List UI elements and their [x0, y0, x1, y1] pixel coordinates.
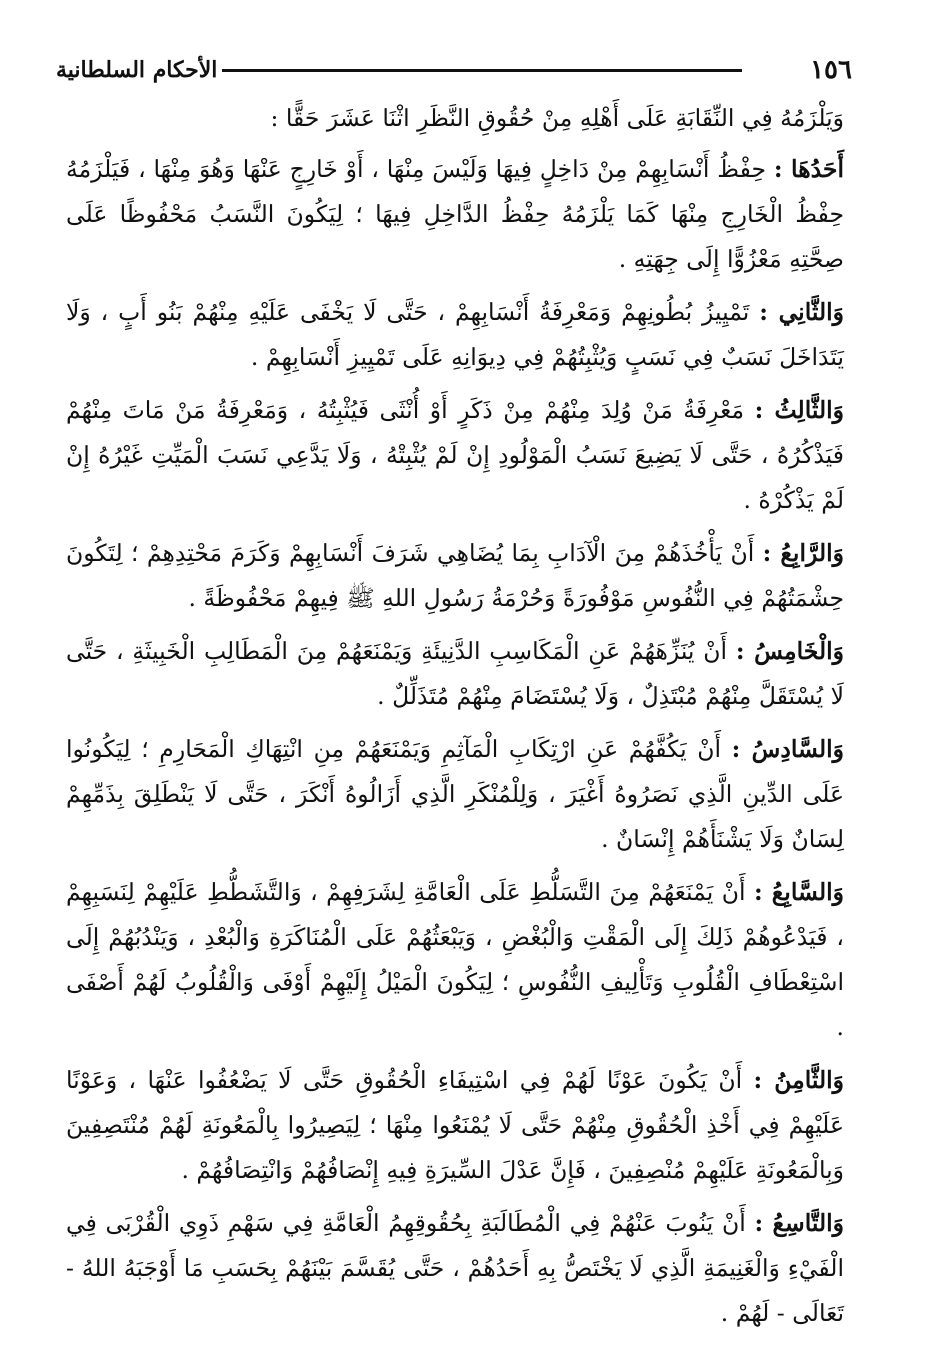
paragraph-9 [66, 1201, 844, 1336]
paragraph-lead: وَالْخَامِسُ : [735, 637, 844, 665]
page-header [56, 52, 852, 92]
paragraph-6 [66, 727, 844, 862]
paragraph-lead: وَالسَّادِسُ : [731, 735, 844, 763]
paragraph-7 [66, 870, 844, 1050]
running-title: الأحكام السلطانية [56, 57, 218, 83]
paragraph-lead: وَالرَّابِعُ : [762, 539, 845, 567]
paragraph-lead: وَالثَّامِنُ : [753, 1066, 845, 1094]
intro-paragraph: وَيَلْزَمُهُ فِي النِّقَابَةِ عَلَى أَهْلِهِ مِنْ حُقُوقِ النَّظَرِ اثْنَا عَشَرَ حَقًّا : [270, 104, 844, 132]
paragraph-text: تَمْيِيزُ بُطُونِهِمْ وَمَعْرِفَةُ أَنْسَابِهِمْ ، حَتَّى لَا يَخْفَى عَلَيْهِ مِنْهُمْ بَنُو أَبٍ ، وَلَا يَتَدَاخَلَ نَسَبٌ فِي نَسَبٍ وَيُثْبِتُهُمْ فِي دِيوَانِهِ عَلَى تَمْيِيزِ أَنْسَابِهِمْ . [66, 298, 844, 371]
paragraph-5 [66, 629, 844, 719]
paragraph-lead: وَالسَّابِعُ : [753, 878, 844, 906]
paragraph-lead: وَالثَّانِي : [759, 298, 844, 326]
paragraph-3 [66, 388, 844, 523]
paragraph-text: أَنْ يَكُونَ عَوْنًا لَهُمْ فِي اسْتِيفَاءِ الْحُقُوقِ حَتَّى لَا يَضْعُفُوا عَنْهَا ، وَعَوْنًا عَلَيْهِمْ فِي أَخْذِ الْحُقُوقِ مِنْهُمْ حَتَّى لَا يُمْنَعُوا مِنْهَا ؛ لِيَصِيرُوا بِالْمَعُونَةِ لَهُمْ مُنْتَصِفِينَ وَبِالْمَعُونَةِ عَلَيْهِمْ مُنْصِفِينَ ، فَإِنَّ عَدْلَ السِّيرَةِ فِيهِ إِنْصَافُهُمْ وَانْتِصَافُهُمْ . [66, 1066, 844, 1184]
paragraph-lead: وَالثَّالِثُ : [754, 396, 844, 424]
paragraph-text: أَنْ يَكُفَّهُمْ عَنِ ارْتِكَابِ الْمَآثِمِ وَيَمْنَعَهُمْ مِنِ انْتِهَاكِ الْمَحَارِمِ ؛ لِيَكُونُوا عَلَى الدِّينِ الَّذِي نَصَرُوهُ أَغْيَرَ ، وَلِلْمُنْكَرِ الَّذِي أَزَالُوهُ أَنْكَرَ ، حَتَّى لَا يَنْطَلِقَ بِذَمِّهِمْ لِسَانٌ وَلَا يَشْنَأَهُمْ إِنْسَانٌ . [66, 735, 844, 853]
paragraph-text: أَنْ يَأْخُذَهُمْ مِنَ الْآدَابِ بِمَا يُضَاهِي شَرَفَ أَنْسَابِهِمْ وَكَرَمَ مَحْتِدِهِمْ ؛ لِتَكُونَ حِشْمَتُهُمْ فِي النُّفُوسِ مَوْفُورَةً وَحُرْمَةُ رَسُولِ اللهِ ﷺ فِيهِمْ مَحْفُوظَةً . [66, 539, 844, 612]
paragraph-text: حِفْظُ أَنْسَابِهِمْ مِنْ دَاخِلٍ فِيهَا وَلَيْسَ مِنْهَا ، أَوْ خَارِجٍ عَنْهَا وَهُوَ مِنْهَا ، فَيَلْزَمُهُ حِفْظُ الْخَارِجِ مِنْهَا كَمَا يَلْزَمُهُ حِفْظُ الدَّاخِلِ فِيهَا ؛ لِيَكُونَ النَّسَبُ مَحْفُوظًا عَلَى صِحَّتِهِ مَعْزُوًّا إِلَى جِهَتِهِ . [66, 155, 844, 273]
paragraph-text: أَنْ يَنُوبَ عَنْهُمْ فِي الْمُطَالَبَةِ بِحُقُوقِهِمُ الْعَامَّةِ فِي سَهْمِ ذَوِي الْقُرْبَى فِي الْفَيْءِ وَالْغَنِيمَةِ الَّذِي لَا يَخْتَصُّ بِهِ أَحَدُهُمْ ، حَتَّى يُقَسَّمَ بَيْنَهُمْ بِحَسَبِ مَا أَوْجَبَهُ اللهُ - تَعَالَى - لَهُمْ . [66, 1209, 844, 1327]
page-number: ١٥٦ [810, 55, 852, 85]
paragraph-lead: أَحَدُهَا : [773, 155, 844, 183]
paragraph-1 [66, 147, 844, 282]
body-text [66, 96, 844, 1344]
paragraph-lead: وَالتَّاسِعُ : [754, 1209, 845, 1237]
paragraph-text: أَنْ يُنَزِّهَهُمْ عَنِ الْمَكَاسِبِ الدَّنِيئَةِ وَيَمْنَعَهُمْ مِنَ الْمَطَالِبِ الْخَبِيثَةِ ، حَتَّى لَا يُسْتَقَلَّ مِنْهُمْ مُبْتَذِلٌ ، وَلَا يُسْتَضَامَ مِنْهُمْ مُتَذَلِّلٌ . [66, 637, 844, 710]
header-rule [222, 69, 742, 72]
paragraph-text: مَعْرِفَةُ مَنْ وُلِدَ مِنْهُمْ مِنْ ذَكَرٍ أَوْ أُنْثَى فَيُثْبِتُهُ ، وَمَعْرِفَةُ مَنْ مَاتَ مِنْهُمْ فَيَذْكُرُهُ ، حَتَّى لَا يَضِيعَ نَسَبُ الْمَوْلُودِ إِنْ لَمْ يُثْبِتْهُ ، وَلَا يَدَّعِي نَسَبَ الْمَيِّتِ غَيْرُهُ إِنْ لَمْ يَذْكُرْهُ . [66, 396, 844, 514]
paragraph-8 [66, 1058, 844, 1193]
paragraph-text: أَنْ يَمْنَعَهُمْ مِنَ التَّسَلُّطِ عَلَى الْعَامَّةِ لِشَرَفِهِمْ ، وَالتَّشَطُّطِ عَلَيْهِمْ لِنَسَبِهِمْ ، فَيَدْعُوهُمْ ذَلِكَ إِلَى الْمَقْتِ وَالْبُغْضِ ، وَيَبْعَثُهُمْ عَلَى الْمُنَاكَرَةِ وَالْبُعْدِ ، وَيَنْدُبُهُمْ إِلَى اسْتِعْطَافِ الْقُلُوبِ وَتَأْلِيفِ النُّفُوسِ ؛ لِيَكُونَ الْمَيْلُ إِلَيْهِمْ أَوْفَى وَالْقُلُوبُ لَهُمْ أَصْفَى . [66, 878, 844, 1041]
paragraph-2 [66, 290, 844, 380]
paragraph-4 [66, 531, 844, 621]
